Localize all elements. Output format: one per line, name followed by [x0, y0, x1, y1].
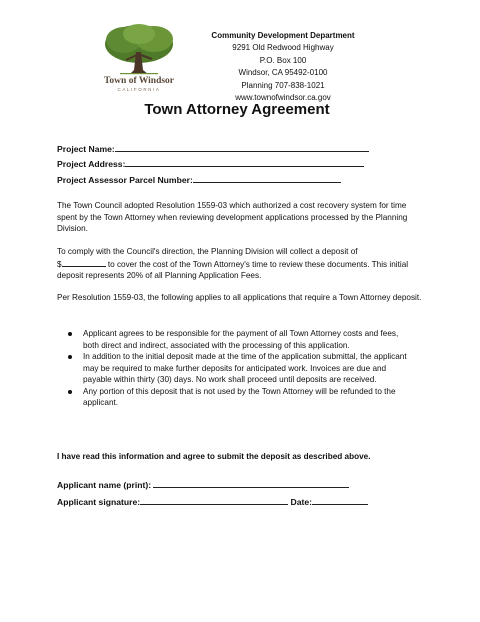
project-name-label: Project Name:	[57, 144, 115, 154]
parcel-number-field[interactable]	[57, 174, 341, 185]
project-address-line[interactable]	[125, 158, 364, 167]
conditions-list	[57, 328, 407, 409]
svg-text:CALIFORNIA: CALIFORNIA	[117, 87, 161, 92]
parcel-number-label: Project Assessor Parcel Number:	[57, 175, 193, 185]
deposit-text-rest: to cover the cost of the Town Attorney's time to review these documents. This initial deposit represents 20% of all Planning Application Fees.	[57, 259, 409, 280]
deposit-text-intro: To comply with the Council's direction, the Planning Division will collect a deposit of	[57, 247, 358, 256]
bullet-icon	[68, 332, 72, 336]
applies-text: Per Resolution 1559-03, the following applies to all applications that require a Town Attorney deposit.	[57, 293, 422, 302]
list-item: Any portion of this deposit that is not used by the Town Attorney will be refunded to the applicant.	[57, 386, 407, 409]
applies-paragraph	[57, 292, 425, 304]
parcel-number-line[interactable]	[193, 174, 341, 183]
svg-text:Town of Windsor: Town of Windsor	[103, 76, 175, 86]
date-line[interactable]	[312, 496, 368, 505]
page-title: Town Attorney Agreement	[144, 101, 330, 118]
phone-line: Planning 707-838-1021	[241, 80, 325, 90]
deposit-amount-line[interactable]	[62, 258, 106, 267]
bullet-icon	[68, 390, 72, 394]
city-line: Windsor, CA 95492-0100	[238, 68, 328, 78]
date-label: Date:	[290, 497, 312, 507]
department-header	[208, 30, 358, 104]
deposit-paragraph	[57, 246, 425, 282]
applicant-signature-field[interactable]	[57, 496, 368, 507]
project-name-line[interactable]	[115, 143, 369, 152]
agreement-statement: I have read this information and agree to submit the deposit as described above.	[57, 452, 371, 461]
applicant-signature-label: Applicant signature:	[57, 497, 141, 507]
po-box-line: P.O. Box 100	[259, 55, 307, 65]
resolution-paragraph	[57, 200, 425, 235]
list-item: In addition to the initial deposit made at the time of the application submittal, the applicant may be required to make further deposits for anticipated work. Invoices are due and payable within thirty (30) days. No work shall proceed until deposits are received.	[57, 351, 407, 386]
applicant-name-line[interactable]	[153, 479, 349, 488]
resolution-text: The Town Council adopted Resolution 1559-03 which authorized a cost recovery system for time spent by the Town Attorney when reviewing development applications processed by the Planning Division.	[57, 201, 408, 233]
bullet-icon	[68, 355, 72, 359]
project-address-field[interactable]	[57, 158, 364, 169]
oak-tree-icon	[96, 22, 182, 96]
department-name: Community Development Department	[211, 31, 355, 40]
dollar-sign: $	[57, 259, 62, 269]
project-address-label: Project Address:	[57, 159, 126, 169]
applicant-name-field[interactable]	[57, 479, 349, 490]
deposit-text	[57, 246, 425, 282]
applicant-signature-line[interactable]	[140, 496, 288, 505]
address-line: 9291 Old Redwood Highway	[232, 43, 334, 53]
applicant-name-label: Applicant name (print):	[57, 480, 152, 490]
town-logo	[96, 22, 182, 96]
website-line: www.townofwindsor.ca.gov	[235, 93, 331, 103]
project-name-field[interactable]	[57, 143, 369, 154]
list-item: Applicant agrees to be responsible for the payment of all Town Attorney costs and fees, both direct and indirect, associated with the processing of this application.	[57, 328, 407, 351]
